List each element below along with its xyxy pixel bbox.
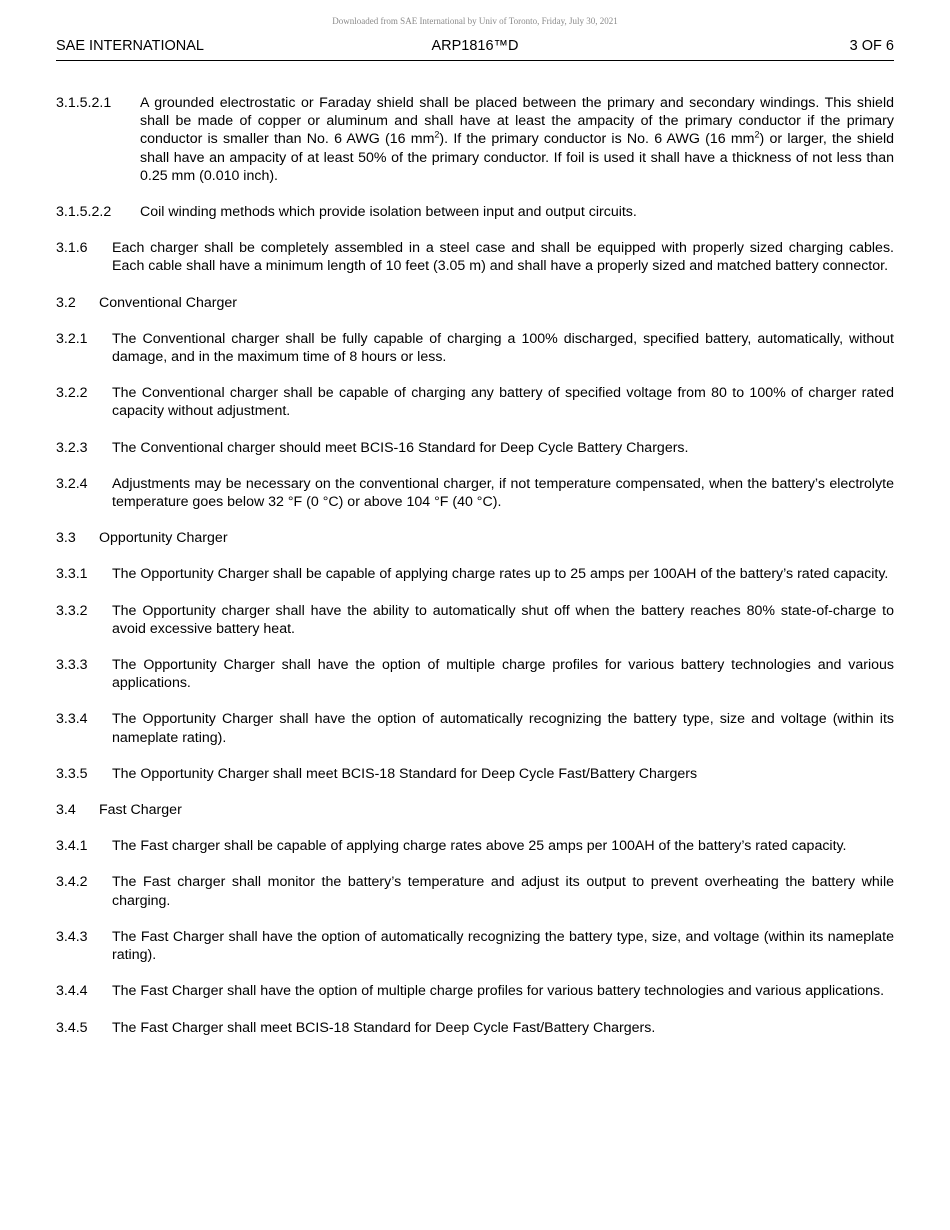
paragraph-text: The Fast Charger shall have the option of automatically recognizing the battery type, size, and voltage (within its nameplate rating). [112, 928, 894, 964]
section-heading-3-4 [56, 801, 894, 819]
paragraph-text: Each charger shall be completely assembled in a steel case and shall be equipped with properly sized charging cables. Each cable shall have a minimum length of 10 feet (3.05 m) and shall have a properly sized and matched battery connector. [112, 240, 894, 275]
section-number: 3.3.2 [56, 602, 88, 619]
paragraph-text: The Fast Charger shall meet BCIS-18 Standard for Deep Cycle Fast/Battery Chargers. [112, 1019, 656, 1036]
section-number: 3.3.5 [56, 765, 88, 782]
page-header [56, 38, 894, 61]
section-heading-3-2 [56, 294, 894, 312]
paragraph-3-1-5-2-1 [56, 94, 894, 185]
paragraph-text: The Fast Charger shall have the option of multiple charge profiles for various battery technologies and various applications. [112, 983, 885, 1000]
paragraph-3-2-3 [56, 439, 894, 457]
superscript: 2 [434, 129, 440, 140]
section-number: 3.3.3 [56, 657, 88, 674]
section-number: 3.3 [56, 530, 76, 547]
section-number: 3.2.4 [56, 475, 88, 492]
section-title: Conventional Charger [99, 294, 238, 311]
header-page-number: 3 OF 6 [849, 38, 894, 54]
section-number: 3.4.1 [56, 838, 88, 855]
paragraph-text: The Fast charger shall monitor the battery’s temperature and adjust its output to prevent overheating the battery while charging. [112, 874, 894, 909]
superscript: 2 [754, 129, 760, 140]
paragraph-text: The Conventional charger should meet BCIS-16 Standard for Deep Cycle Battery Chargers. [112, 439, 689, 456]
paragraph-text-part: ). If the primary conductor is No. 6 AWG (16 mm [439, 131, 755, 148]
paragraph-3-4-1 [56, 837, 894, 855]
section-number: 3.1.5.2.1 [56, 95, 112, 111]
section-number: 3.4.2 [56, 874, 88, 891]
paragraph-text: The Fast charger shall be capable of applying charge rates above 25 amps per 100AH of the battery’s rated capacity. [112, 838, 847, 855]
paragraph-text: The Opportunity charger shall have the ability to automatically shut off when the battery reaches 80% state-of-charge to avoid excessive battery heat. [112, 602, 894, 637]
section-number: 3.3.4 [56, 711, 88, 728]
section-number: 3.1.6 [56, 240, 88, 257]
section-number: 3.3.1 [56, 566, 88, 583]
paragraph-text: The Opportunity Charger shall be capable of applying charge rates up to 25 amps per 100AH of the battery’s rated capacity. [112, 566, 889, 583]
paragraph-3-4-5 [56, 1019, 894, 1037]
download-watermark: Downloaded from SAE International by Univ of Toronto, Friday, July 30, 2021 [332, 16, 618, 26]
paragraph-3-2-2 [56, 384, 894, 420]
section-number: 3.4.5 [56, 1019, 88, 1036]
paragraph-text: The Opportunity Charger shall have the option of automatically recognizing the battery type, size and voltage (within its nameplate rating). [112, 711, 894, 746]
paragraph-text-part: A grounded electrostatic or Faraday shield shall be placed between the primary and secondary windings. This shield shall be made of copper or aluminum and shall have at least the ampacity of the primary conductor if the primary conductor is smaller than No. 6 AWG (16 mm [140, 95, 894, 148]
section-title: Opportunity Charger [99, 530, 228, 547]
header-document-id: ARP1816™D [431, 38, 519, 54]
document-body [56, 94, 894, 1037]
paragraph-text: The Conventional charger shall be fully capable of charging a 100% discharged, specified battery, automatically, without damage, and in the maximum time of 8 hours or less. [112, 330, 894, 366]
paragraph-3-3-4 [56, 710, 894, 746]
paragraph-3-1-5-2-2 [56, 203, 894, 221]
paragraph-text: The Opportunity Charger shall have the option of multiple charge profiles for various battery technologies and various applications. [112, 657, 894, 692]
section-number: 3.2.2 [56, 385, 88, 402]
paragraph-3-3-3 [56, 656, 894, 692]
paragraph-text: Adjustments may be necessary on the conventional charger, if not temperature compensated, when the battery’s electrolyte temperature goes below 32 °F (0 °C) or above 104 °F (40 °C). [112, 475, 894, 511]
section-number: 3.2 [56, 294, 76, 311]
paragraph-3-2-1 [56, 330, 894, 366]
paragraph-text: The Conventional charger shall be capable of charging any battery of specified voltage from 80 to 100% of charger rated capacity without adjustment. [112, 385, 894, 420]
paragraph-3-4-2 [56, 873, 894, 909]
paragraph-3-4-4 [56, 982, 894, 1000]
paragraph-3-3-5 [56, 765, 894, 783]
section-title: Fast Charger [99, 802, 182, 819]
paragraph-3-3-1 [56, 565, 894, 583]
section-number: 3.4.3 [56, 928, 88, 945]
section-heading-3-3 [56, 529, 894, 547]
paragraph-3-2-4 [56, 475, 894, 511]
paragraph-3-3-2 [56, 602, 894, 638]
section-number: 3.2.3 [56, 439, 88, 456]
paragraph-text-part: ) or larger, the shield shall have an ampacity of at least 50% of the primary conductor. If foil is used it shall have a thickness of not less than 0.25 mm (0.010 inch). [140, 131, 895, 184]
paragraph-3-4-3 [56, 928, 894, 964]
section-number: 3.1.5.2.2 [56, 204, 112, 221]
header-organization: SAE INTERNATIONAL [56, 38, 204, 54]
section-number: 3.4 [56, 802, 76, 819]
paragraph-text: Coil winding methods which provide isolation between input and output circuits. [140, 204, 637, 221]
paragraph-3-1-6 [56, 239, 894, 275]
paragraph-text: The Opportunity Charger shall meet BCIS-18 Standard for Deep Cycle Fast/Battery Chargers [112, 765, 698, 782]
section-number: 3.2.1 [56, 330, 88, 347]
section-number: 3.4.4 [56, 983, 88, 1000]
